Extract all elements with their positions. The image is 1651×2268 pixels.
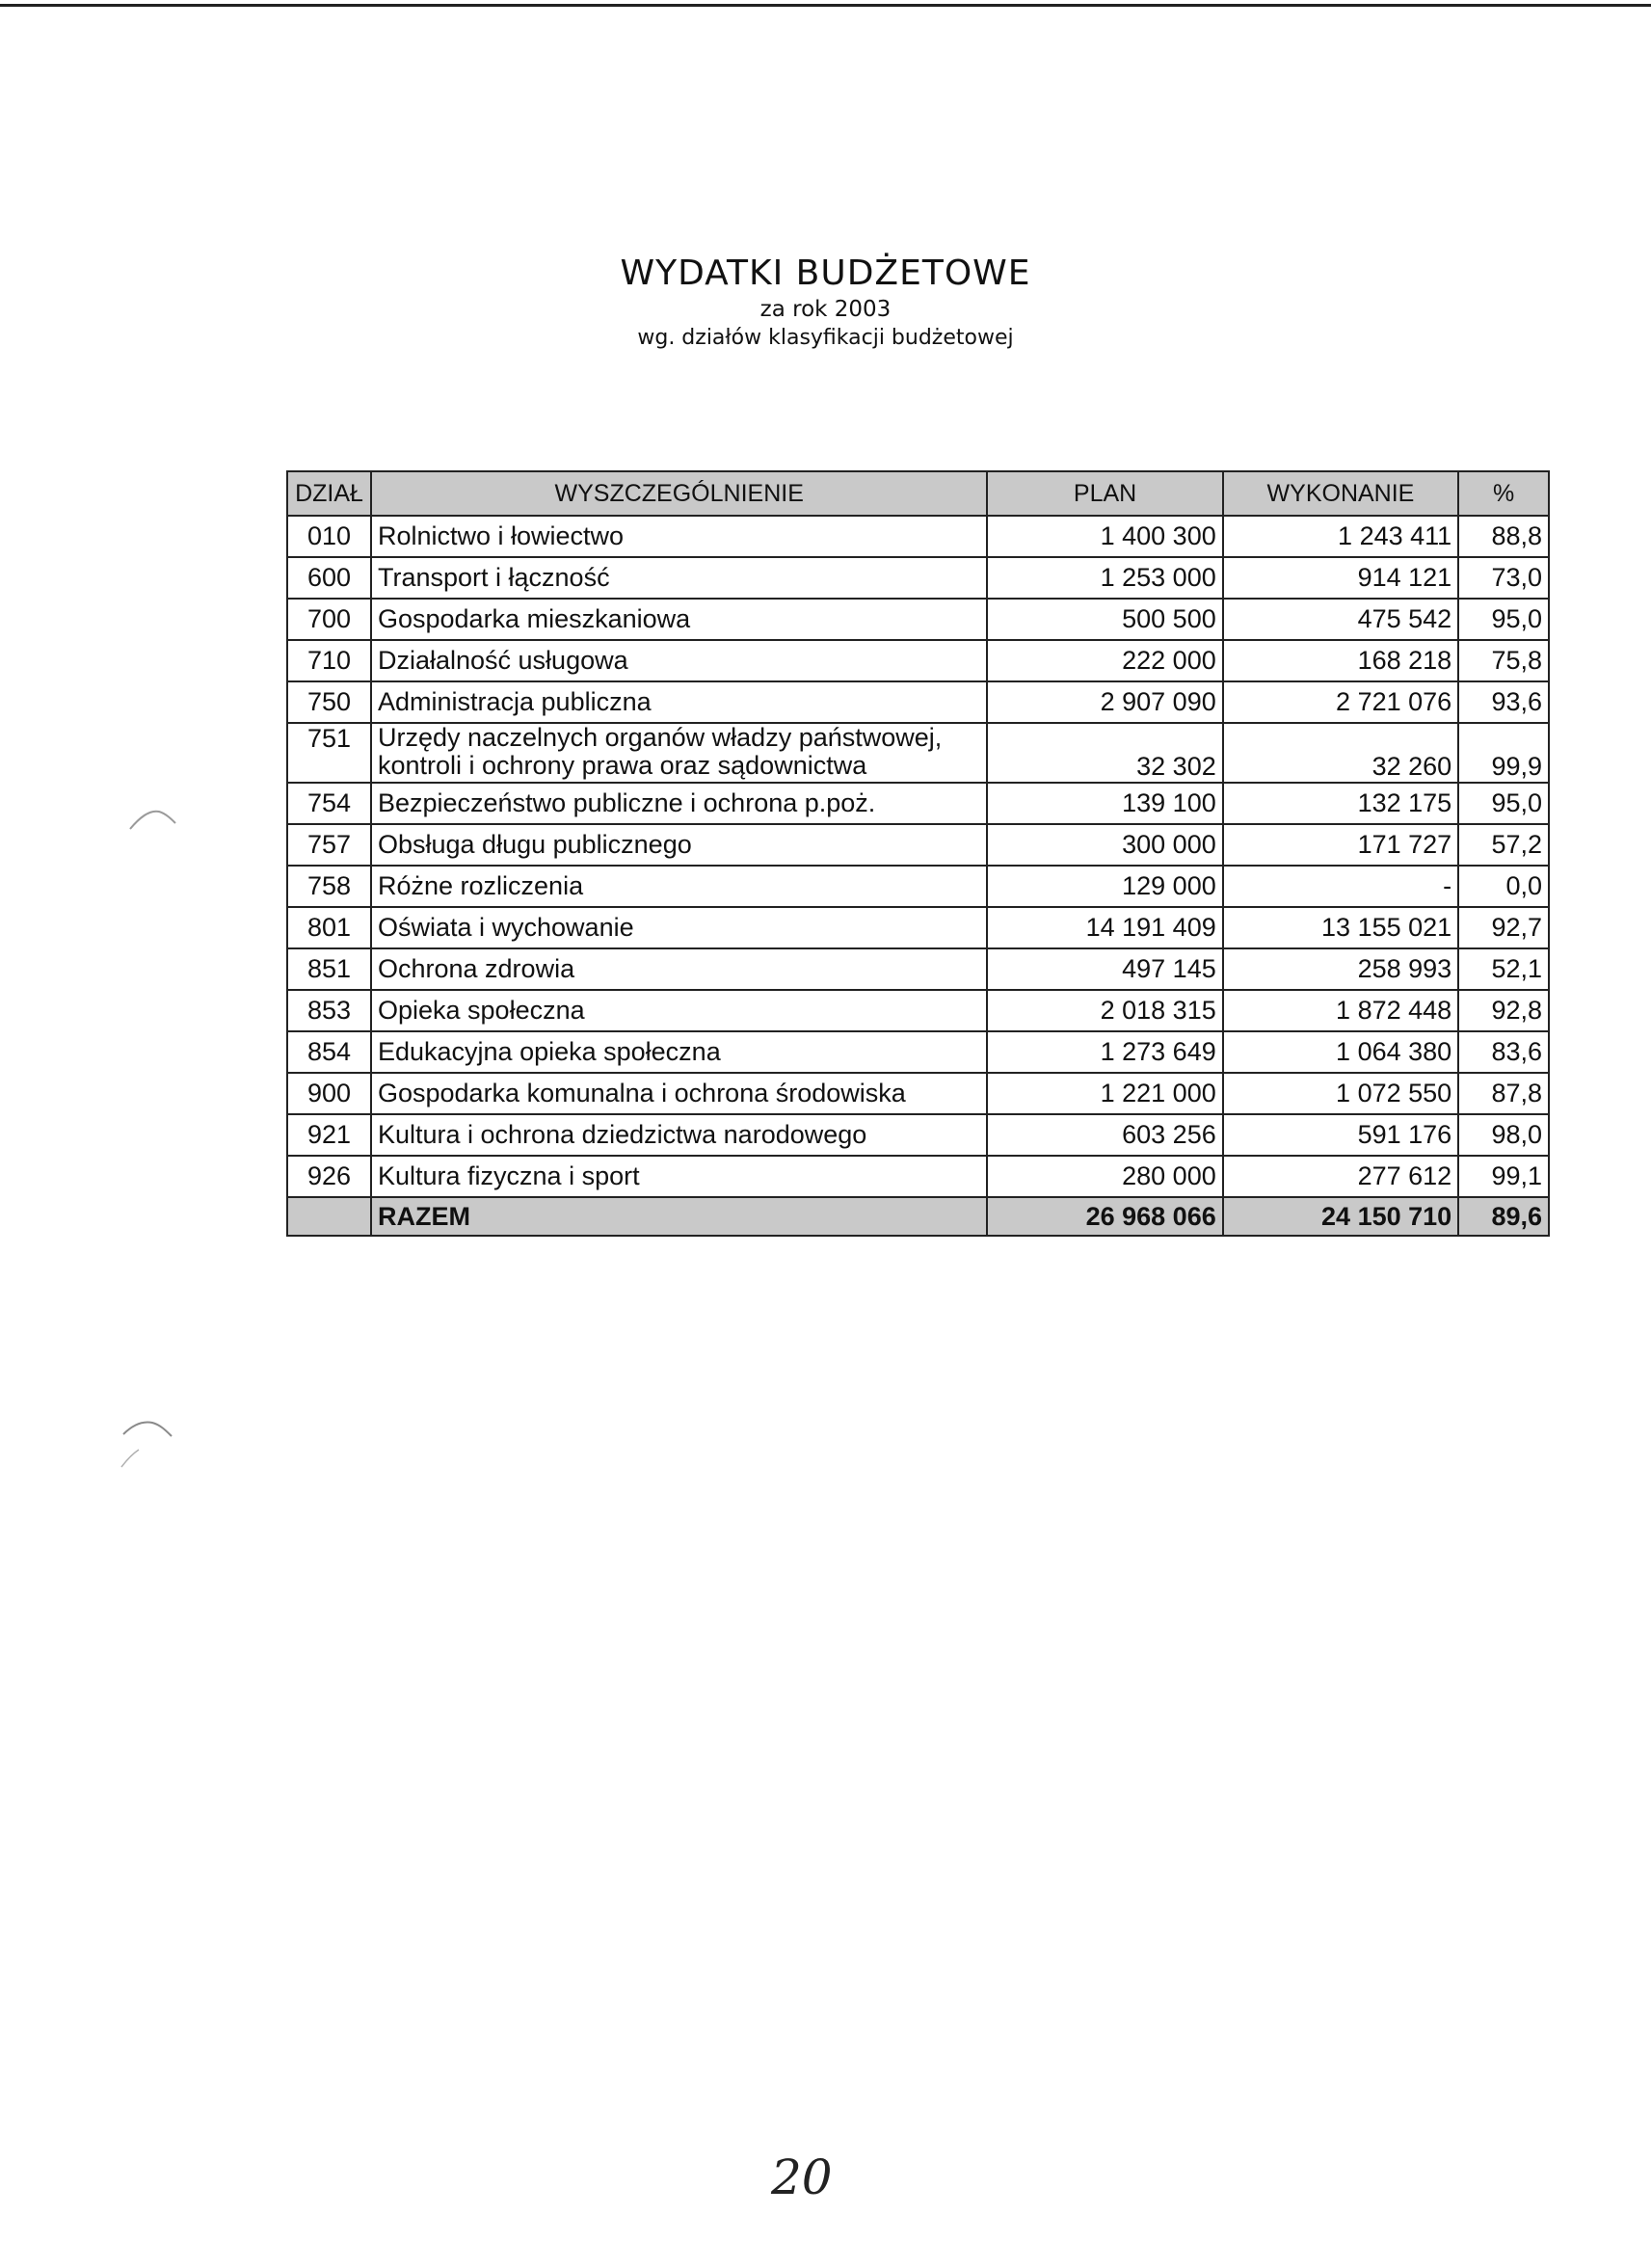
row-name: Rolnictwo i łowiectwo xyxy=(371,516,987,557)
total-pct: 89,6 xyxy=(1458,1197,1549,1236)
row-pct: 95,0 xyxy=(1458,599,1549,640)
table-row xyxy=(287,824,1549,866)
header-exec: WYKONANIE xyxy=(1223,471,1458,516)
table-row xyxy=(287,723,1549,783)
table-row xyxy=(287,783,1549,824)
total-row xyxy=(287,1197,1549,1236)
row-code: 801 xyxy=(287,907,371,948)
row-code: 751 xyxy=(287,723,371,783)
total-label: RAZEM xyxy=(371,1197,987,1236)
row-plan: 2 907 090 xyxy=(987,681,1222,723)
row-code: 700 xyxy=(287,599,371,640)
table-row xyxy=(287,557,1549,599)
row-exec: - xyxy=(1223,866,1458,907)
row-code: 757 xyxy=(287,824,371,866)
row-plan: 32 302 xyxy=(987,723,1222,783)
row-plan: 497 145 xyxy=(987,948,1222,990)
row-code: 853 xyxy=(287,990,371,1031)
table-row xyxy=(287,1073,1549,1114)
row-exec: 591 176 xyxy=(1223,1114,1458,1156)
row-exec: 132 175 xyxy=(1223,783,1458,824)
row-plan: 280 000 xyxy=(987,1156,1222,1197)
row-plan: 1 400 300 xyxy=(987,516,1222,557)
table-row xyxy=(287,948,1549,990)
row-pct: 93,6 xyxy=(1458,681,1549,723)
row-code: 900 xyxy=(287,1073,371,1114)
row-name: Obsługa długu publicznego xyxy=(371,824,987,866)
row-pct: 83,6 xyxy=(1458,1031,1549,1073)
row-pct: 99,1 xyxy=(1458,1156,1549,1197)
row-code: 851 xyxy=(287,948,371,990)
header-plan: PLAN xyxy=(987,471,1222,516)
row-pct: 73,0 xyxy=(1458,557,1549,599)
table-row xyxy=(287,907,1549,948)
row-plan: 1 221 000 xyxy=(987,1073,1222,1114)
row-exec: 914 121 xyxy=(1223,557,1458,599)
row-code: 921 xyxy=(287,1114,371,1156)
page-number-handwritten: 20 xyxy=(771,2149,833,2205)
scan-top-edge xyxy=(0,4,1651,7)
table-row xyxy=(287,681,1549,723)
table-row xyxy=(287,990,1549,1031)
table-row xyxy=(287,1156,1549,1197)
row-pct: 52,1 xyxy=(1458,948,1549,990)
row-code: 600 xyxy=(287,557,371,599)
header-name: WYSZCZEGÓLNIENIE xyxy=(371,471,987,516)
row-exec: 13 155 021 xyxy=(1223,907,1458,948)
row-plan: 1 273 649 xyxy=(987,1031,1222,1073)
row-plan: 139 100 xyxy=(987,783,1222,824)
row-exec: 2 721 076 xyxy=(1223,681,1458,723)
row-code: 926 xyxy=(287,1156,371,1197)
header-code: DZIAŁ xyxy=(287,471,371,516)
row-pct: 99,9 xyxy=(1458,723,1549,783)
pen-stroke-mark xyxy=(125,800,183,839)
row-plan: 2 018 315 xyxy=(987,990,1222,1031)
total-plan: 26 968 066 xyxy=(987,1197,1222,1236)
row-code: 854 xyxy=(287,1031,371,1073)
row-pct: 92,8 xyxy=(1458,990,1549,1031)
row-code: 758 xyxy=(287,866,371,907)
table-row xyxy=(287,640,1549,681)
row-name: Działalność usługowa xyxy=(371,640,987,681)
document-subtitle-classification: wg. działów klasyfikacji budżetowej xyxy=(637,326,1014,350)
row-name: Transport i łączność xyxy=(371,557,987,599)
row-exec: 1 064 380 xyxy=(1223,1031,1458,1073)
row-name: Różne rozliczenia xyxy=(371,866,987,907)
row-code: 750 xyxy=(287,681,371,723)
row-pct: 0,0 xyxy=(1458,866,1549,907)
row-name: Administracja publiczna xyxy=(371,681,987,723)
table-header-row xyxy=(287,471,1549,516)
row-name: Ochrona zdrowia xyxy=(371,948,987,990)
row-name: Gospodarka komunalna i ochrona środowiska xyxy=(371,1073,987,1114)
total-exec: 24 150 710 xyxy=(1223,1197,1458,1236)
row-plan: 14 191 409 xyxy=(987,907,1222,948)
row-name: Kultura i ochrona dziedzictwa narodowego xyxy=(371,1114,987,1156)
table-row xyxy=(287,866,1549,907)
row-name: Bezpieczeństwo publiczne i ochrona p.poż. xyxy=(371,783,987,824)
row-pct: 57,2 xyxy=(1458,824,1549,866)
row-pct: 98,0 xyxy=(1458,1114,1549,1156)
row-plan: 129 000 xyxy=(987,866,1222,907)
row-exec: 32 260 xyxy=(1223,723,1458,783)
table-row xyxy=(287,1114,1549,1156)
row-name: Edukacyjna opieka społeczna xyxy=(371,1031,987,1073)
row-code: 710 xyxy=(287,640,371,681)
row-exec: 258 993 xyxy=(1223,948,1458,990)
document-title: WYDATKI BUDŻETOWE xyxy=(620,253,1031,293)
row-name: Gospodarka mieszkaniowa xyxy=(371,599,987,640)
row-exec: 1 872 448 xyxy=(1223,990,1458,1031)
row-name: Kultura fizyczna i sport xyxy=(371,1156,987,1197)
row-exec: 475 542 xyxy=(1223,599,1458,640)
row-pct: 75,8 xyxy=(1458,640,1549,681)
row-pct: 87,8 xyxy=(1458,1073,1549,1114)
row-exec: 1 072 550 xyxy=(1223,1073,1458,1114)
table-row xyxy=(287,1031,1549,1073)
budget-table xyxy=(286,470,1550,1237)
row-plan: 1 253 000 xyxy=(987,557,1222,599)
row-plan: 300 000 xyxy=(987,824,1222,866)
row-pct: 92,7 xyxy=(1458,907,1549,948)
total-code-empty xyxy=(287,1197,371,1236)
row-pct: 95,0 xyxy=(1458,783,1549,824)
header xyxy=(0,253,1651,353)
pen-stroke-mark xyxy=(116,1407,183,1475)
row-code: 754 xyxy=(287,783,371,824)
row-name: Oświata i wychowanie xyxy=(371,907,987,948)
row-plan: 603 256 xyxy=(987,1114,1222,1156)
row-exec: 1 243 411 xyxy=(1223,516,1458,557)
row-name: Urzędy naczelnych organów władzy państwowej, kontroli i ochrony prawa oraz sądownictwa xyxy=(371,723,987,783)
header-pct: % xyxy=(1458,471,1549,516)
row-exec: 277 612 xyxy=(1223,1156,1458,1197)
table-row xyxy=(287,516,1549,557)
row-pct: 88,8 xyxy=(1458,516,1549,557)
row-exec: 168 218 xyxy=(1223,640,1458,681)
row-name: Opieka społeczna xyxy=(371,990,987,1031)
table-row xyxy=(287,599,1549,640)
row-exec: 171 727 xyxy=(1223,824,1458,866)
row-plan: 222 000 xyxy=(987,640,1222,681)
row-plan: 500 500 xyxy=(987,599,1222,640)
document-subtitle-year: za rok 2003 xyxy=(759,297,892,322)
row-code: 010 xyxy=(287,516,371,557)
